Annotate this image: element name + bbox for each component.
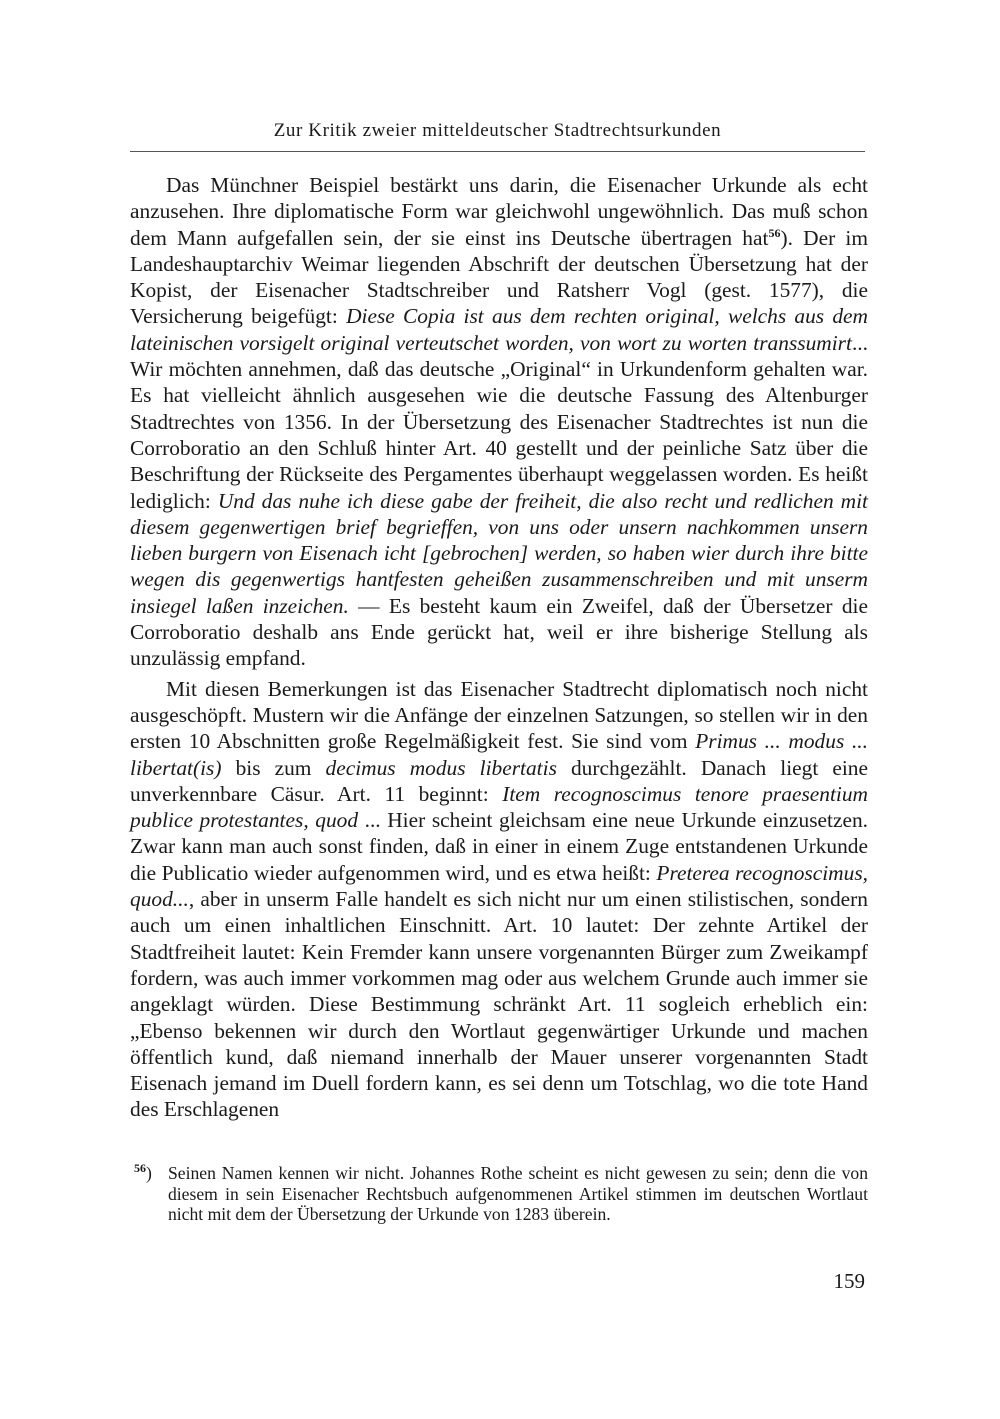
- footnote-marker: [134, 1163, 152, 1184]
- text-run: durchgezählt. Danach liegt eine unverkennbare Cäsur. Art. 11 beginnt:: [130, 755, 868, 806]
- text-run: ... Wir möchten annehmen, daß das deutsche „Original“ in Urkundenform gehalten war. Es hat vielleicht ähnlich ausgesehen wie die deutsche Fassung des Altenburger Stadtrechtes von 1356. In der Übersetzung des Eisenacher Stadtrechtes ist nun die Corroboratio an den Schluß hinter Art. 40 gestellt und der peinliche Satz über die Beschriftung der Rückseite des Pergamentes überhaupt weggelassen worden. Es heißt lediglich:: [130, 330, 868, 513]
- footnote-text: Seinen Namen kennen wir nicht. Johannes Rothe scheint es nicht gewesen zu sein; denn die von diesem in sein Eisenacher Rechtsbuch aufgenommenen Artikel stimmen im deutschen Wortlaut nicht mit dem der Übersetzung der Urkunde von 1283 überein.: [168, 1163, 868, 1225]
- text-run: ... Hier scheint gleichsam eine neue Urkunde einzusetzen. Zwar kann man auch sonst finden, daß in einer in einem Zuge entstandenen Urkunde die Publicatio wieder aufgenommen wird, und es etwa heißt:: [130, 808, 868, 885]
- header-rule: [130, 151, 865, 152]
- footnote-reference: 56: [768, 225, 781, 240]
- text-run: ). Der im Landeshauptarchiv Weimar liegenden Abschrift der deutschen Übersetzung hat der Kopist, der Eisenacher Stadtschreiber und Ratsherr Vogl (gest. 1577), die Versicherung beigefügt:: [130, 225, 868, 329]
- quotation-italic: Diese Copia ist aus dem rechten original, welchs aus dem lateinischen vorsigelt original verteutschet worden, von wort zu worten transsumirt: [130, 304, 868, 355]
- quotation-italic: Preterea recognoscimus, quod...: [130, 860, 868, 912]
- main-text: [130, 172, 868, 1123]
- text-run: , aber in unserm Falle handelt es sich nicht nur um einen stilistischen, sondern auch um einen inhaltlichen Einschnitt. Art. 10 lautet: Der zehnte Artikel der Stadtfreiheit lautet: Kein Fremder kann unsere vorgenannten Bürger zum Zweikampf fordern, was auch immer vorkommen mag oder aus welchem Grunde auch immer sie angeklagt würden. Diese Bestimmung schränkt Art. 11 sogleich erheblich ein: „Ebenso bekennen wir durch den Wortlaut gegenwärtiger Urkunde und machen öffentlich kund, daß niemand innerhalb der Mauer unserer vorgenannten Stadt Eisenach jemand im Duell fordern kann, es sei denn um Totschlag, wo die tote Hand des Erschlagenen: [130, 887, 868, 1122]
- quotation-italic: Primus ... modus ... libertat(is): [130, 729, 868, 780]
- quotation-italic: decimus modus libertatis: [325, 755, 557, 780]
- text-run: Mit diesen Bemerkungen ist das Eisenacher Stadtrecht diplomatisch noch nicht ausgeschöpft. Mustern wir die Anfänge der einzelnen Satzungen, so stellen wir in den ersten 10 Abschnitten große Regelmäßigkeit fest. Sie sind vom: [130, 676, 868, 754]
- footnote-number: 56: [134, 1161, 146, 1176]
- text-run: Das Münchner Beispiel bestärkt uns darin, die Eisenacher Urkunde als echt anzusehen. Ihre diplomatische Form war gleichwohl ungewöhnlich. Das muß schon dem Mann aufgefallen sein, der sie einst ins Deutsche übertragen hat: [130, 173, 868, 250]
- text-run: bis zum: [221, 755, 326, 780]
- footnote: [130, 1163, 868, 1225]
- page-number: 159: [833, 1269, 865, 1293]
- running-header: Zur Kritik zweier mitteldeutscher Stadtrechtsurkunden: [273, 120, 722, 141]
- footnote-paren: ): [146, 1163, 152, 1183]
- quotation-italic: Und das nuhe ich diese gabe der freiheit, die also recht und redlichen mit diesem gegenwertigen brief begrieffen, von uns oder unsern nachkommen unsern lieben burgern von Eisenach icht [gebrochen] werden, so haben wier durch ihre bitte wegen dis gegenwertigs hantfesten geheißen zusammenschreiben und mit unserm insiegel laßen inzeichen.: [130, 488, 868, 618]
- paragraph: [130, 172, 868, 672]
- quotation-italic: Item recognoscimus tenore praesentium publice protestantes, quod: [130, 781, 868, 833]
- paragraph: [130, 676, 868, 1123]
- text-run: — Es besteht kaum ein Zweifel, daß der Übersetzer die Corroboratio deshalb ans Ende gerückt hat, weil er ihre bisherige Stellung als unzulässig empfand.: [130, 593, 868, 671]
